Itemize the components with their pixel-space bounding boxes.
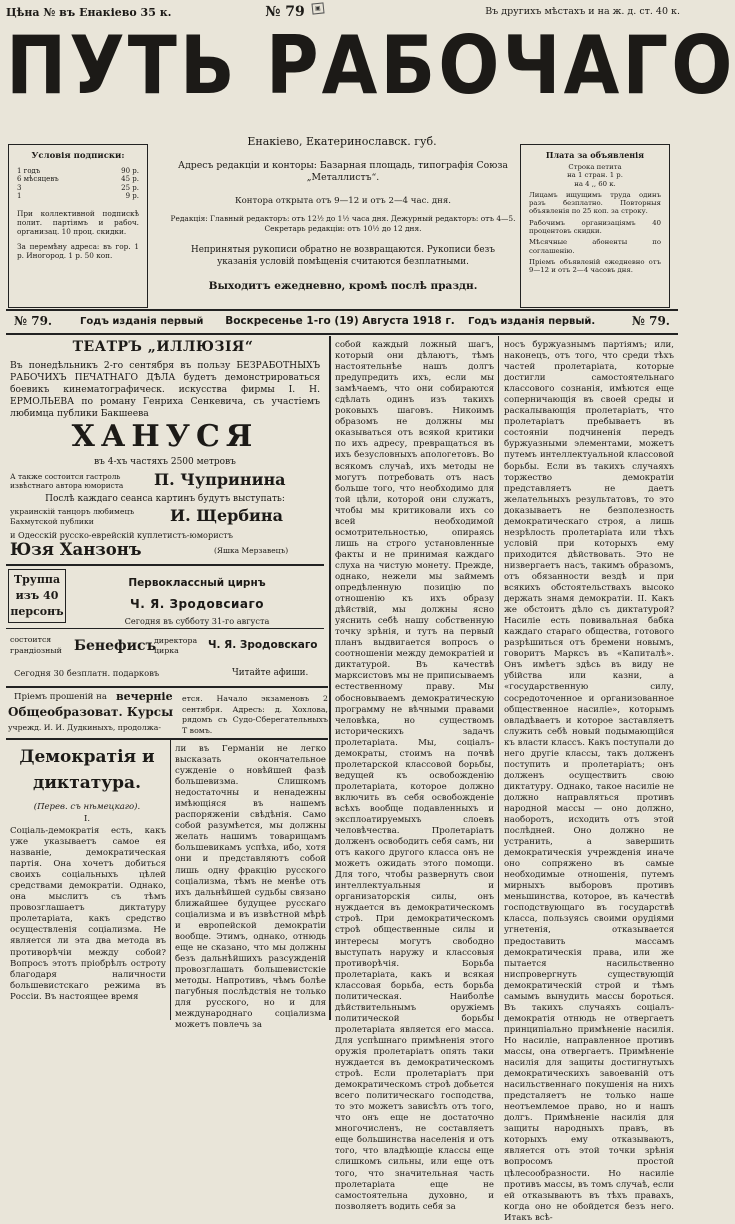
troupe-box (8, 569, 66, 623)
circus-owner: Ч. Я. Зродовсиаго (130, 597, 264, 611)
comic-alias: (Яшка Мерзавецъ) (214, 546, 289, 555)
ad-rates-box (520, 144, 670, 308)
address-text: Адресъ редакціи и конторы: Базарная площадь, типографія Союза „Металлистъ“. (178, 160, 508, 183)
subscription-period: 3 (17, 183, 22, 192)
subscription-price: 90 р. (121, 167, 139, 175)
subscription-price: 9 р. (125, 192, 139, 201)
dancer-name: И. Щербина (170, 506, 283, 525)
dateline-issue-right: № 79. (631, 314, 670, 328)
subscription-box (8, 144, 148, 308)
circus-title: Первоклассный цирнъ (128, 577, 266, 589)
and-comedian-note: и Одесскій русско-еврейскій куплетистъ-юмористъ (10, 530, 234, 540)
courses-right: ется. Начало экзаменовъ 2 сентября. Адресъ: д. Хохлова, рядомъ съ Судо-Сберегательныхъ Т вомъ. (182, 694, 328, 735)
comic-name: Юзя Ханзонъ (10, 540, 142, 559)
location-line: Енакіево, Екатеринославск. губ. (247, 135, 437, 148)
subscription-period: 1 (17, 192, 22, 201)
theatre-title: ТЕАТРЪ „ИЛЛЮЗІЯ“ (72, 339, 254, 355)
subscription-row (17, 192, 139, 200)
benefit-label: Бенефисъ (74, 638, 157, 654)
dateline-year-left: Годъ изданія первый (80, 316, 204, 327)
read-posters: Читайте афиши. (232, 668, 309, 678)
courses-rule-top (6, 686, 328, 688)
film-title: ХАНУСЯ (71, 419, 259, 454)
office-hours: Контора открыта отъ 9—12 и отъ 2—4 час. дня. (234, 196, 452, 206)
manuscripts-notice: Непринятыя рукописи обратно не возвращаются. Рукописи безъ указанія условій помѣщенія считаются безплатными. (191, 245, 495, 267)
director-label: директора цирка (154, 636, 198, 655)
courses-lead: Пріемъ прошеній на (14, 692, 107, 702)
dateline-rule-bottom (6, 333, 678, 335)
guest-label: А также состоится гастроль извѣстнаго автора юмориста (10, 472, 124, 490)
ad-rate-line: на 1 стран. 1 р. (567, 171, 623, 180)
dateline-date: Воскресенье 1-го (19) Августа 1918 г. (225, 315, 455, 327)
article-column-2: ли въ Германіи не легко высказать окончательное сужденіе о новѣйшей фазѣ большевизма. Слишкомъ недостаточны и ненадежны имѣющіяся въ нашемъ распоряженіи свѣдѣнія. Само собой разумѣется, мы должны желать нашимъ товарищамъ большевикамъ успѣха, ибо, хотя они и представляютъ собой лишь одну фракцію русского соціализма, тѣмъ не менѣе отъ ихъ дальнѣйшей судьбы связано ближайшее будущее русскаго соціализма и въ извѣстной мѣрѣ и европейской демократіи вообще. Этимъ, однако, отнюдь еще не сказано, что мы должны безъ дальнѣйшихъ разсужденій провозглашать большевистскіе методы. Напротивъ, чѣмъ болѣе пагубныя послѣдствія не только для русского, но и для международнаго соціализма можетъ повлечь за (175, 744, 326, 1031)
article-title: Демократія и диктатура. (19, 747, 155, 793)
subscription-rows (17, 167, 139, 201)
courses-institution: учрежд. И. И. Дудкиныхъ, продолжа- (8, 723, 161, 732)
ad-rates-title: Плата за объявленія (545, 150, 645, 160)
library-stamp: ▣ (311, 2, 324, 14)
subscription-row (17, 175, 139, 183)
courses-name: Общеобразоват. Курсы (8, 705, 174, 719)
article-rule-top (6, 738, 328, 740)
dancer-label: украинскій танцоръ любимецъ Бахмутской публики (10, 507, 135, 526)
article-column-1: Соціаль-демократія есть, какъ уже указываетъ самое ея названіе, демократическая партія. Она хочетъ добиться своихъ соціальныхъ цѣлей средствами демократіи. Однако, она мыслитъ съ тѣмъ провозглашаетъ диктатуру пролетаріата, какъ средство осуществленія соціализма. Не является ли эта два метода въ противорѣчіи между собой? Вопросъ этотъ пріобрѣлъ остроту благодаря наличности большевистскаго режима въ Россіи. Въ настоящее время (10, 826, 166, 1002)
circus-left-note: состоится грандіозный (10, 635, 62, 655)
price-other: Въ другихъ мѣстахъ и на ж. д. ст. 40 к. (485, 6, 680, 17)
column-rule-left (170, 740, 171, 1020)
theatre-rule-bottom (6, 564, 324, 566)
issue-number-top: № 79 (265, 4, 305, 20)
subscription-row (17, 167, 139, 175)
article-column-3: собой каждый ложный шагъ, который они дѣлаютъ, тѣмъ настоятельнѣе нашъ долгъ предупредить ихъ, если мы замѣчаемъ, что они собираются сдѣлать одинъ изъ такихъ роковыхъ шаговъ. Никоимъ образомъ не должны мы оказываться отъ всякой критики по ихъ адресу, превращаться въ ихъ безусловныхъ апологетовъ. Во всякомъ случаѣ, ихъ методы не могутъ потребовать отъ насъ больше того, что необходимо для той цѣли, которой они служатъ, чтобы мы критиковали ихъ со всей необходимой осмотрительностью, опираясь лишь на строго установленные факты и не принимая каждаго слуха на чистую монету. Прежде, однако, нежели мы займемъ опредѣленную позицію по отношенію къ ихъ образу дѣйствій, мы должны ясно уяснить себѣ нашу собственную точку зрѣнія, и тутъ на первый планъ выдвигается вопросъ о соотношеніи между демократіей и диктатурой. Въ качествѣ марксистовъ мы не приписываемъ естественному праву. Мы обосновываемъ демократическую программу не вѣчными правами человѣка, но существомъ историческихъ задачъ пролетаріата. Мы, соціалъ-демократы, стоимъ на почвѣ пролетарской классовой борьбы, ведущей къ освобожденію пролетаріата, которое должно включить въ себя освобожденіе всѣхъ вообще подавленныхъ и эксплоатируемыхъ слоевъ человѣчества. Пролетаріатъ долженъ освободить себя самъ, ни отъ какого другого класса онъ не можетъ ожидать этого помощи. Для того, чтобы развернуть свои интеллектуальныя и организаторскія силы, онъ нуждается въ демократическомъ строѣ. При демократическомъ строѣ общественные силы и интересы могутъ свободно выступать наружу и классовыя противорѣчія. Борьба пролетаріата, какъ и всякая классовая борьба, есть борьба политическая. Наиболѣе дѣйствительнымъ оружіемъ политической борьбы пролетаріата является его масса. Для успѣшнаго примѣненія этого оружія пролетаріатъ опять таки нуждается въ демократическомъ строѣ. Если пролетаріатъ при демократическомъ строѣ добьется всего политическаго господства, то это можетъ зависѣть отъ того, что онъ еще не достаточно многочисленъ, не составляетъ еще большинства населенія и отъ того, что владѣющіе классы еще слишкомъ сильны, или еще отъ того, что значительная часть пролетаріата еще не самостоятельна духовно, и позволяетъ водить себя за (335, 340, 494, 1212)
ad-rate-line: Мѣсячные абоненты по соглашенію. (529, 238, 661, 255)
editors-hours: Редакція: Главный редакторъ: отъ 12½ до 1½ часа дня. Дежурный редакторъ: отъ 4—5. Секретарь редакціи: отъ 10½ до 12 дня. (170, 214, 516, 233)
film-subtitle: въ 4-хъ частяхъ 2500 метровъ (94, 457, 236, 467)
subscription-period: 1 годъ (17, 167, 41, 175)
article-column-4: носъ буржуазнымъ партіямъ; или, наконецъ, отъ того, что среди тѣхъ частей пролетаріата, которые достигли самостоятельнаго классового сознанія, имѣются еще соперничающія въ своей среды и раскалывающія пролетаріатъ, что пролетаріатъ пребываетъ въ состояніи подчиненія передъ буржуазными элементами, можетъ путемъ интеллектуальной классовой борьбы. Если въ такихъ случаяхъ торжество демократіи представляетъ не даетъ желательныхъ результатовъ, то это доказываетъ не безполезность демократическаго строя, а лишь незрѣлость пролетаріата или тѣхъ условій при которыхъ ему приходится дѣйствовать. Это не низвергаетъ насъ, такимъ образомъ, отъ обязанности вездѣ и при всякихъ обстоятельствахъ высоко держать знамя демократіи. II. Какъ же обстоитъ дѣло съ диктатурой? Насиліе есть повивальная бабка каждаго стараго общества, готового разрѣшиться отъ бремени новымъ, говоритъ Марксъ въ «Капиталѣ». Онъ имѣетъ здѣсь въ виду не убійства или казни, а «государственную силу, сосредоточенное и организованное общественное насиліе», которымъ овладѣваетъ и которое заставляетъ служить себѣ новый подымающійся къ власти классъ. Какъ поступали до него другіе классы, такъ долженъ поступить и пролетаріатъ; онъ долженъ осуществить свою диктатуру. Однако, такое насиліе не должно направляться противъ народной массы — оно должно, наоборотъ, исходить отъ этой послѣдней. Оно должно не устранить, а завершить демократическія учрежденія иначе оно сопряжено въ самые необходимые отношенія, путемъ мирныхъ выборовъ противъ меньшинства, которое, въ качествѣ господствующаго въ государствѣ класса, пользуясь своими орудіями угнетенія, отказывается предоставить массамъ демократическія права, или же пытается насильственно ниспровергнуть существующій демократическій строй и тѣмъ самымъ вынудить массы бороться. Въ такихъ случаяхъ соціалъ-демократія отнюдь не отвергаетъ принципіально примѣненіе насилія. Но насиліе, направленное противъ массы, она отвергаетъ. Примѣненіе насилія для защиты достигнутыхъ демократическихъ завоеваній отъ насильственнаго покушенія на нихъ предсталяетъ не только наше неотъемлемое право, но и нашъ долгъ. Примѣненіе насилія для защиты народныхъ правъ, въ которыхъ ему отказываютъ, является отъ этой точки зрѣнія вопросомъ простой цѣлесообразности. Но насиліе противъ массы, въ томъ случаѣ, если ей отказываютъ въ тѣхъ правахъ, когда оно не обойдется безъ него. Итакъ всѣ- (504, 340, 674, 1223)
subscription-period: 6 мѣсяцевъ (17, 175, 59, 184)
courses-evening: вечерніе (116, 690, 173, 703)
masthead-title: ПУТЬ РАБОЧАГО (6, 18, 735, 113)
ad-rate-line: Лицамъ ищущимъ труда одинъ разъ безплатно. Повторныя объявленія по 25 коп. за строку. (529, 190, 661, 216)
dateline-year-right: Годъ изданія первый. (468, 316, 596, 327)
subscription-price: 25 р. (121, 183, 139, 192)
troupe-text: Труппа изъ 40 персонъ (10, 573, 64, 618)
ad-rate-line: на 4 ,, 60 к. (574, 179, 616, 188)
dateline-issue-left: № 79. (14, 314, 53, 328)
subscription-note-address: За перемѣну адреса: въ гор. 1 р. Иногород. 1 р. 50 коп. (17, 242, 139, 261)
director-name: Ч. Я. Зродовскаго (208, 639, 318, 651)
column-rule-right (498, 336, 499, 1020)
circus-rule-mid (6, 628, 324, 629)
ad-rate-line: Строка петита (568, 163, 622, 171)
free-gifts: Сегодня 30 безплатн. подарковъ (14, 668, 160, 678)
article-translation-note: (Перев. съ нѣмецкаго). (33, 802, 141, 812)
guest-name: П. Чупринина (154, 470, 286, 489)
article-section-one: I. (83, 814, 91, 824)
ad-rate-line: Рабочимъ организаціямъ 40 процентовъ скидки. (529, 218, 661, 236)
subscription-title: Условія подписки: (31, 151, 125, 161)
subscription-note-collective: При коллективной подпискѣ полит. партіямъ и рабоч. организац. 10 проц. скидки. (17, 208, 139, 237)
dateline-rule-top (6, 309, 678, 311)
circus-today: Сегодня въ субботу 31-го августа (124, 616, 270, 626)
subscription-row (17, 184, 139, 192)
ad-rates-lines (529, 163, 661, 275)
subscription-price: 45 р. (121, 175, 139, 184)
ad-rate-line: Пріемъ объявленій ежедневно отъ 9—12 и отъ 2—4 часовъ дня. (529, 257, 661, 275)
column-rule-middle (329, 336, 331, 1020)
after-session-note: Послѣ каждаго сеанса картинъ будутъ выступать: (45, 494, 285, 504)
theatre-intro: Въ понедѣльникъ 2-го сентября въ пользу БЕЗРАБОТНЫХЪ РАБОЧИХЪ ПЕЧАТНАГО ДѢЛА будетъ демонстрироваться боевикъ кинематографическ. искусства фирмы І. Н. ЕРМОЛЬЕВА по роману Генриха Сенкевича, съ участіемъ любимца публики Бакшеева (10, 360, 320, 419)
price-local: Цѣна № въ Енакіево 35 к. (6, 6, 172, 19)
daily-notice: Выходитъ ежедневно, кромѣ послѣ праздн. (208, 280, 478, 292)
